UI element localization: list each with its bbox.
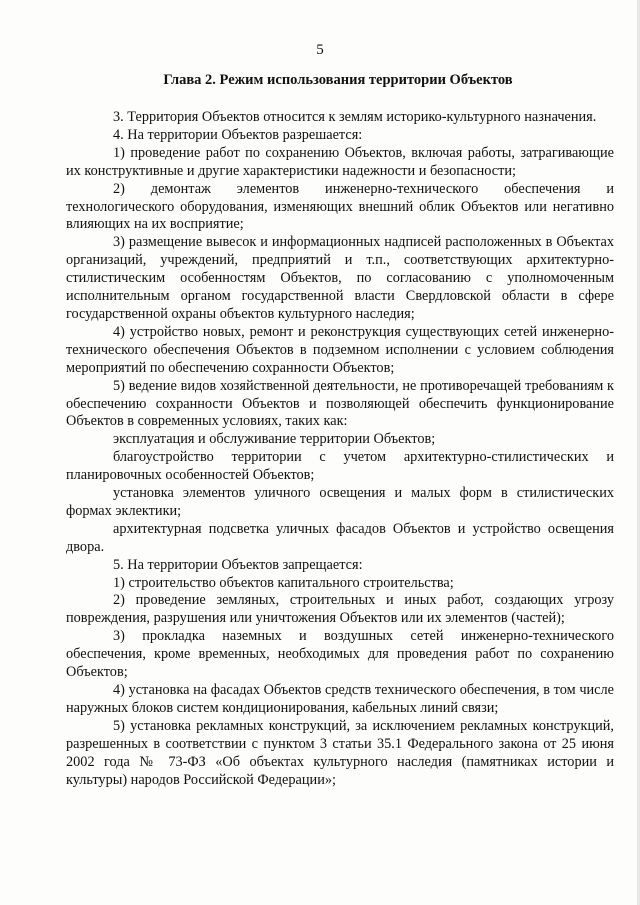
chapter-heading: Глава 2. Режим использования территории Объектов bbox=[163, 72, 513, 88]
paragraph-activity-maintenance: эксплуатация и обслуживание территории Объектов; bbox=[113, 431, 436, 448]
paragraph-prohibited-heading: 5. На территории Объектов запрещается: bbox=[113, 556, 363, 573]
paragraph-permitted-heading: 4. На территории Объектов разрешается: bbox=[113, 126, 363, 143]
paragraph-activity-landscaping: благоустройство территории с учетом архитектурно-стилистических и планировочных особенностей Объектов; bbox=[66, 449, 614, 484]
paragraph-prohibited-2: 2) проведение земляных, строительных и иных работ, создающих угрозу повреждения, разрушения или уничтожения Объектов или их элементов (частей); bbox=[66, 592, 614, 627]
paragraph-prohibited-3: 3) прокладка наземных и воздушных сетей инженерно-технического обеспечения, кроме временных, необходимых для проведения работ по сохранению Объектов; bbox=[66, 628, 614, 681]
paragraph-territory-category: 3. Территория Объектов относится к землям историко-культурного назначения. bbox=[113, 109, 597, 125]
paragraph-prohibited-1: 1) строительство объектов капитального строительства; bbox=[113, 574, 454, 591]
paragraph-permitted-2: 2) демонтаж элементов инженерно-технического обеспечения и технологического оборудования, изменяющих внешний облик Объектов или негативно влияющих на их восприятие; bbox=[66, 180, 614, 233]
paragraph-prohibited-4: 4) установка на фасадах Объектов средств технического обеспечения, в том числе наружных блоков систем кондиционирования, кабельных линий связи; bbox=[66, 682, 614, 716]
document-body bbox=[66, 109, 614, 789]
paragraph-permitted-1: 1) проведение работ по сохранению Объектов, включая работы, затрагивающие их конструктивные и другие характеристики надежности и безопасности; bbox=[66, 144, 614, 179]
paragraph-permitted-5: 5) ведение видов хозяйственной деятельности, не противоречащей требованиям к обеспечению сохранности Объектов и позволяющей обеспечить функционирование Объектов в современных условиях, таких как: bbox=[66, 377, 614, 430]
paragraph-activity-facade-lighting: архитектурная подсветка уличных фасадов Объектов и устройство освещения двора. bbox=[66, 520, 614, 555]
page-number: 5 bbox=[316, 42, 324, 58]
paragraph-permitted-4: 4) устройство новых, ремонт и реконструкция существующих сетей инженерно-технического обеспечения Объектов в подземном исполнении с условием соблюдения мероприятий по обеспечению сохранности Объектов; bbox=[66, 323, 614, 376]
paragraph-permitted-3: 3) размещение вывесок и информационных надписей расположенных в Объектах организаций, учреждений, предприятий и т.п., соответствующих архитектурно-стилистическим особенностям Объектов, по согласованию с уполномоченным исполнительным органом государственной власти Свердловской области в сфере государственной охраны объектов культурного наследия; bbox=[66, 234, 614, 322]
paragraph-prohibited-5: 5) установка рекламных конструкций, за исключением рекламных конструкций, разрешенных в соответствии с пунктом 3 статьи 35.1 Федерального закона от 25 июня 2002 года № 73-ФЗ «Об объектах культурного наследия (памятниках истории и культуры) народов Российской Федерации»; bbox=[66, 717, 614, 788]
paragraph-activity-lighting: установка элементов уличного освещения и малых форм в стилистических формах эклектики; bbox=[66, 485, 614, 519]
